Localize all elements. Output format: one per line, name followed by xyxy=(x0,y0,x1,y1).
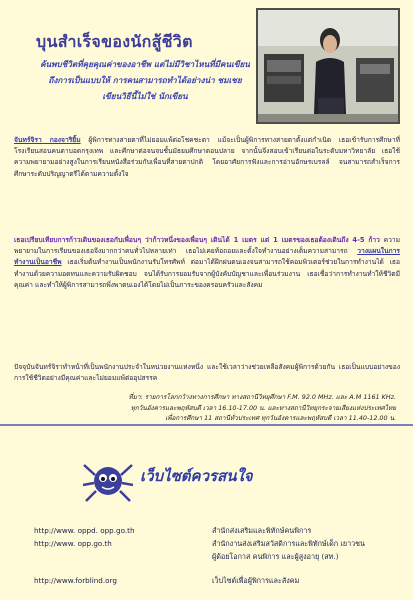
source-line-2: ทุกวันอังคารและพฤหัสบดี เวลา 16.10-17.00 น. และทางสถานีวิทยุกระจายเสียงแห่งประเทศไทย xyxy=(130,403,396,412)
paragraph-2-text-2: เธอเริ่มต้นทำงานเป็นพนักงานรับโทรศัพท์ ต่อมาได้ฝึกฝนตนเองจนสามารถใช้คอมพิวเตอร์ช่วยในการทำงานได้ เธอทำงานด้วยความอดทนและความรับผิดชอบ จนได้รับการยอมรับจากผู้บังคับบัญชาและเพื่อนร่วมงาน เธอเชื่อว่าการทำงานทำให้ชีวิตมีคุณค่า และทำให้ผู้พิการสามารถพึ่งพาตนเองได้โดยไม่เป็นภาระของครอบครัวและสังคม xyxy=(14,258,400,289)
paragraph-2-highlight-2: วางแผนในการทำงานเป็นอาชีพ xyxy=(14,247,400,267)
website-name: เว็บไซต์เพื่อผู้พิการและสังคม xyxy=(212,576,300,585)
portrait-photo xyxy=(256,8,400,124)
list-item xyxy=(34,552,404,564)
source-line-3: เพื่อการศึกษา 11 สถานีทั่วประเทศ ทุกวันอังคารและพฤหัสบดี เวลา 11.40-12.00 น. xyxy=(165,414,396,422)
paragraph-1-text: ผู้พิการทางสายตาที่ไม่ยอมแพ้ต่อโชคชะตา แม้จะเป็นผู้พิการทางสายตาตั้งแต่กำเนิด เธอเข้ารับการศึกษาที่โรงเรียนสอนคนตาบอดกรุงเทพ และศึกษาต่อจนจบชั้นมัธยมศึกษาตอนปลาย จากนั้นจึงสอบเข้าเรียนต่อในระดับมหาวิทยาลัย เธอใช้ความพยายามอย่างสูงในการเรียนหนังสือร่วมกับเพื่อนที่สายตาปกติ โดยอาศัยการฟังและการอ่านอักษรเบรลล์ จนสามารถสำเร็จการศึกษาระดับปริญญาตรีได้ตามความตั้งใจ xyxy=(14,136,400,178)
paragraph-2-highlight: เธอเปรียบเทียบการก้าวเดินของเธอกับเพื่อนๆ ว่าก้าวหนึ่งของเพื่อนๆ เดินได้ 1 เมตร แต่ 1 เมตรของเธอต้องเดินถึง 4-5 ก้าว xyxy=(14,236,380,244)
paragraph-1 xyxy=(14,135,400,180)
paragraph-2 xyxy=(14,235,400,291)
website-url[interactable]: http://www. oppd. opp.go.th xyxy=(34,526,135,535)
spider-mascot-icon xyxy=(82,455,134,505)
website-url[interactable]: http://www.forblind.org xyxy=(34,576,117,585)
highlight-quote: ค้นพบชีวิตที่คุยคุณค่าของอาชีพ แต่ไม่มีวิชาไหนที่มีคนเขียนถึงการเป็นแบบให้ การคนสามารถทำได้อย่างน่า ชมเชยเขียนวิธีนี้ไม่ใช่ นักเขียน xyxy=(40,59,250,101)
list-item xyxy=(34,526,404,538)
section-divider xyxy=(0,424,413,426)
paragraph-2-text: ความพยายามในการเรียนของเธอจึงมากกว่าคนทั่วไปหลายเท่า เธอไม่เคยท้อถอยและตั้งใจทำงานอย่างเต็มความสามารถ xyxy=(14,236,400,256)
list-item xyxy=(34,539,404,551)
article-title: บุนสำเร็จของนักสู้ชีวิต xyxy=(36,32,193,51)
websites-banner: เว็บไซต์ควรสนใจ xyxy=(140,467,253,485)
list-item xyxy=(34,576,404,588)
website-name: สำนักงานส่งเสริมสวัสดิการและพิทักษ์เด็ก เยาวชน xyxy=(212,539,365,548)
source-line-1: ที่มา: รายการโลกกว้างทางการศึกษา ทางสถานีวิทยุศึกษา F.M. 92.0 MHz. และ A.M 1161 KHz. xyxy=(128,393,396,401)
person-name: จันทร์จิรา กองจาริยิ้ม xyxy=(14,136,81,144)
website-name: สำนักส่งเสริมและพิทักษ์คนพิการ xyxy=(212,526,312,535)
website-url[interactable]: http://www. opp.go.th xyxy=(34,539,112,548)
source-note xyxy=(82,392,396,424)
paragraph-3: ปัจจุบันจันทร์จิราทำหน้าที่เป็นพนักงานประจำในหน่วยงานแห่งหนึ่ง และใช้เวลาว่างช่วยเหลือสังคมผู้พิการด้วยกัน เธอเป็นแบบอย่างของการใช้ชีวิตอย่างมีคุณค่าและไม่ยอมแพ้ต่ออุปสรรค xyxy=(14,363,400,383)
website-name: ผู้ด้อยโอกาส คนพิการ และผู้สูงอายุ (สท.) xyxy=(212,552,339,561)
portrait-photo-image xyxy=(258,10,398,122)
